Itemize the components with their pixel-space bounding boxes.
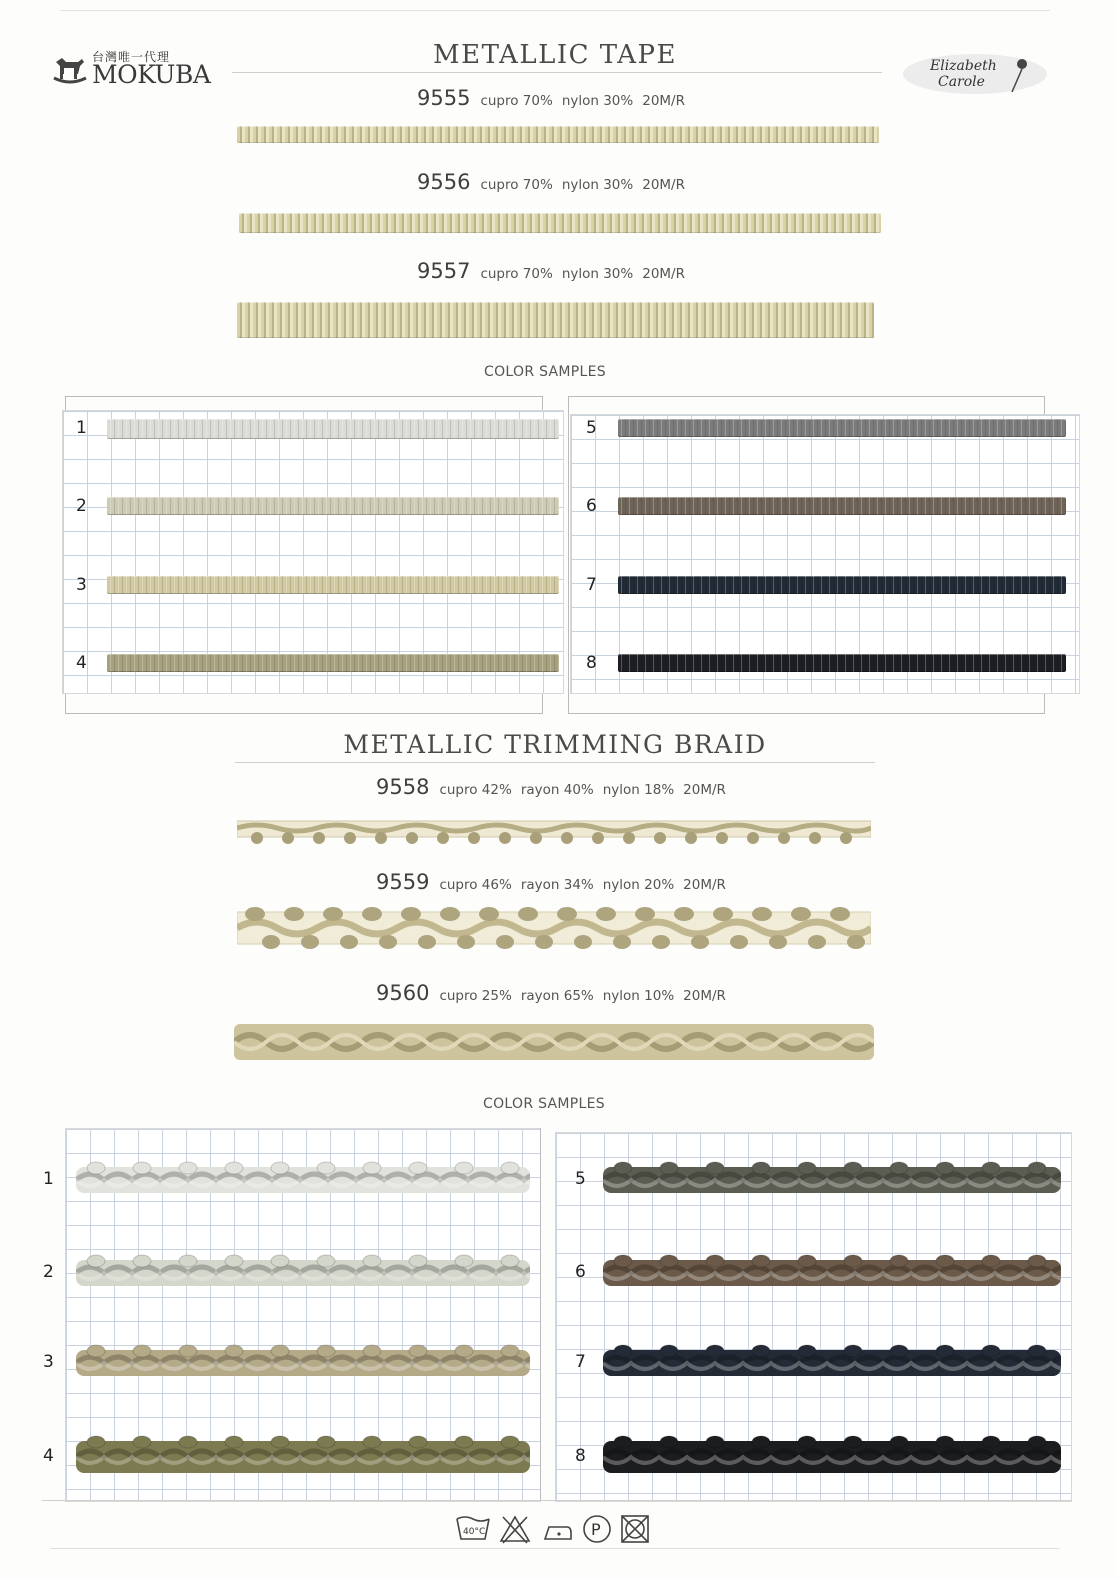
roll-length: 20M/R: [683, 988, 726, 1004]
composition-nylon: nylon 20%: [602, 877, 675, 893]
dry-clean-p-icon: [584, 1516, 610, 1542]
svg-text:40°C: 40°C: [463, 1527, 486, 1537]
braid-sample-number-7: 7: [575, 1352, 586, 1372]
braid-sample-number-4: 4: [43, 1446, 54, 1466]
tape-color-swatch-6: [618, 497, 1066, 515]
brand-name: MOKUBA: [92, 60, 211, 89]
tape-color-swatch-4: [107, 654, 559, 672]
braid-sample-9560: [234, 1020, 874, 1064]
tape-sample-number-3: 3: [76, 575, 87, 595]
no-bleach-icon: [501, 1517, 529, 1543]
composition-rayon: rayon 65%: [520, 988, 594, 1004]
top-rule: [60, 10, 1050, 11]
product-code: 9560: [376, 981, 430, 1005]
braid-sample-number-1: 1: [43, 1169, 54, 1189]
sample-grid-right: [570, 414, 1080, 694]
braid-color-swatch-8: [603, 1435, 1061, 1479]
tape-sample-number-1: 1: [76, 418, 87, 438]
roll-length: 20M/R: [642, 177, 685, 193]
rocking-horse-icon: [52, 54, 88, 86]
composition-nylon: nylon 30%: [561, 93, 634, 109]
product-9556: [417, 170, 685, 194]
product-code: 9555: [417, 86, 471, 110]
product-9560: [376, 981, 726, 1005]
tape-sample-9557: [237, 302, 874, 338]
tape-color-swatch-5: [618, 419, 1066, 437]
svg-text:Elizabeth: Elizabeth: [930, 58, 997, 74]
braid-sample-number-2: 2: [43, 1262, 54, 1282]
composition-nylon: nylon 18%: [602, 782, 675, 798]
composition-cupro: cupro 70%: [480, 177, 553, 193]
product-code: 9557: [417, 259, 471, 283]
braid-sample-9559: [237, 902, 871, 954]
product-code: 9556: [417, 170, 471, 194]
braid-color-swatch-3: [76, 1344, 530, 1382]
braid-title: METALLIC TRIMMING BRAID: [343, 730, 767, 759]
roll-length: 20M/R: [642, 266, 685, 282]
bottom-rule: [42, 1500, 1072, 1501]
product-code: 9558: [376, 775, 430, 799]
roll-length: 20M/R: [683, 877, 726, 893]
tape-color-swatch-7: [618, 576, 1066, 594]
braid-color-samples-label: COLOR SAMPLES: [483, 1096, 605, 1112]
braid-sample-9558: [237, 818, 871, 846]
braid-card-edge: [540, 1128, 542, 1500]
composition-cupro: cupro 70%: [480, 93, 553, 109]
partner-logo: [900, 44, 1050, 100]
composition-cupro: cupro 42%: [439, 782, 512, 798]
braid-color-swatch-6: [603, 1254, 1061, 1292]
brand-chinese: 台灣唯一代理: [92, 50, 171, 64]
product-9559: [376, 870, 726, 894]
footer-rule: [50, 1548, 1060, 1549]
braid-sample-number-6: 6: [575, 1262, 586, 1282]
iron-low-icon: [545, 1527, 571, 1539]
braid-sample-number-3: 3: [43, 1352, 54, 1372]
braid-sample-number-8: 8: [575, 1446, 586, 1466]
braid-color-swatch-1: [76, 1161, 530, 1199]
tape-color-swatch-3: [107, 576, 559, 594]
composition-cupro: cupro 70%: [480, 266, 553, 282]
braid-color-swatch-2: [76, 1254, 530, 1292]
sample-grid-left: [62, 410, 564, 694]
tape-color-swatch-1: [107, 419, 559, 439]
composition-nylon: nylon 30%: [561, 266, 634, 282]
roll-length: 20M/R: [642, 93, 685, 109]
braid-sample-number-5: 5: [575, 1169, 586, 1189]
page-title: METALLIC TAPE: [433, 40, 677, 70]
wash-40-icon: [457, 1517, 489, 1539]
tape-sample-9556: [239, 213, 881, 233]
roll-length: 20M/R: [683, 782, 726, 798]
braid-title-rule: [235, 762, 875, 763]
tape-color-swatch-8: [618, 654, 1066, 672]
braid-color-swatch-5: [603, 1161, 1061, 1199]
composition-nylon: nylon 10%: [602, 988, 675, 1004]
composition-rayon: rayon 34%: [520, 877, 594, 893]
tape-color-swatch-2: [107, 497, 559, 515]
product-9557: [417, 259, 685, 283]
composition-cupro: cupro 25%: [439, 988, 512, 1004]
composition-rayon: rayon 40%: [520, 782, 594, 798]
tape-sample-number-8: 8: [586, 653, 597, 673]
tape-sample-number-6: 6: [586, 496, 597, 516]
tape-sample-9555: [237, 126, 879, 143]
composition-nylon: nylon 30%: [561, 177, 634, 193]
product-code: 9559: [376, 870, 430, 894]
tape-sample-number-4: 4: [76, 653, 87, 673]
braid-color-swatch-4: [76, 1435, 530, 1479]
color-samples-label: COLOR SAMPLES: [484, 364, 606, 380]
product-9555: [417, 86, 685, 110]
product-9558: [376, 775, 726, 799]
braid-color-swatch-7: [603, 1344, 1061, 1382]
tape-sample-number-7: 7: [586, 575, 597, 595]
tape-sample-number-2: 2: [76, 496, 87, 516]
tape-sample-number-5: 5: [586, 418, 597, 438]
svg-text:Carole: Carole: [938, 74, 985, 90]
title-rule: [232, 72, 882, 73]
no-tumble-dry-icon: [622, 1516, 648, 1542]
care-symbols: [455, 1513, 655, 1549]
svg-text:P: P: [591, 1520, 601, 1539]
composition-cupro: cupro 46%: [439, 877, 512, 893]
